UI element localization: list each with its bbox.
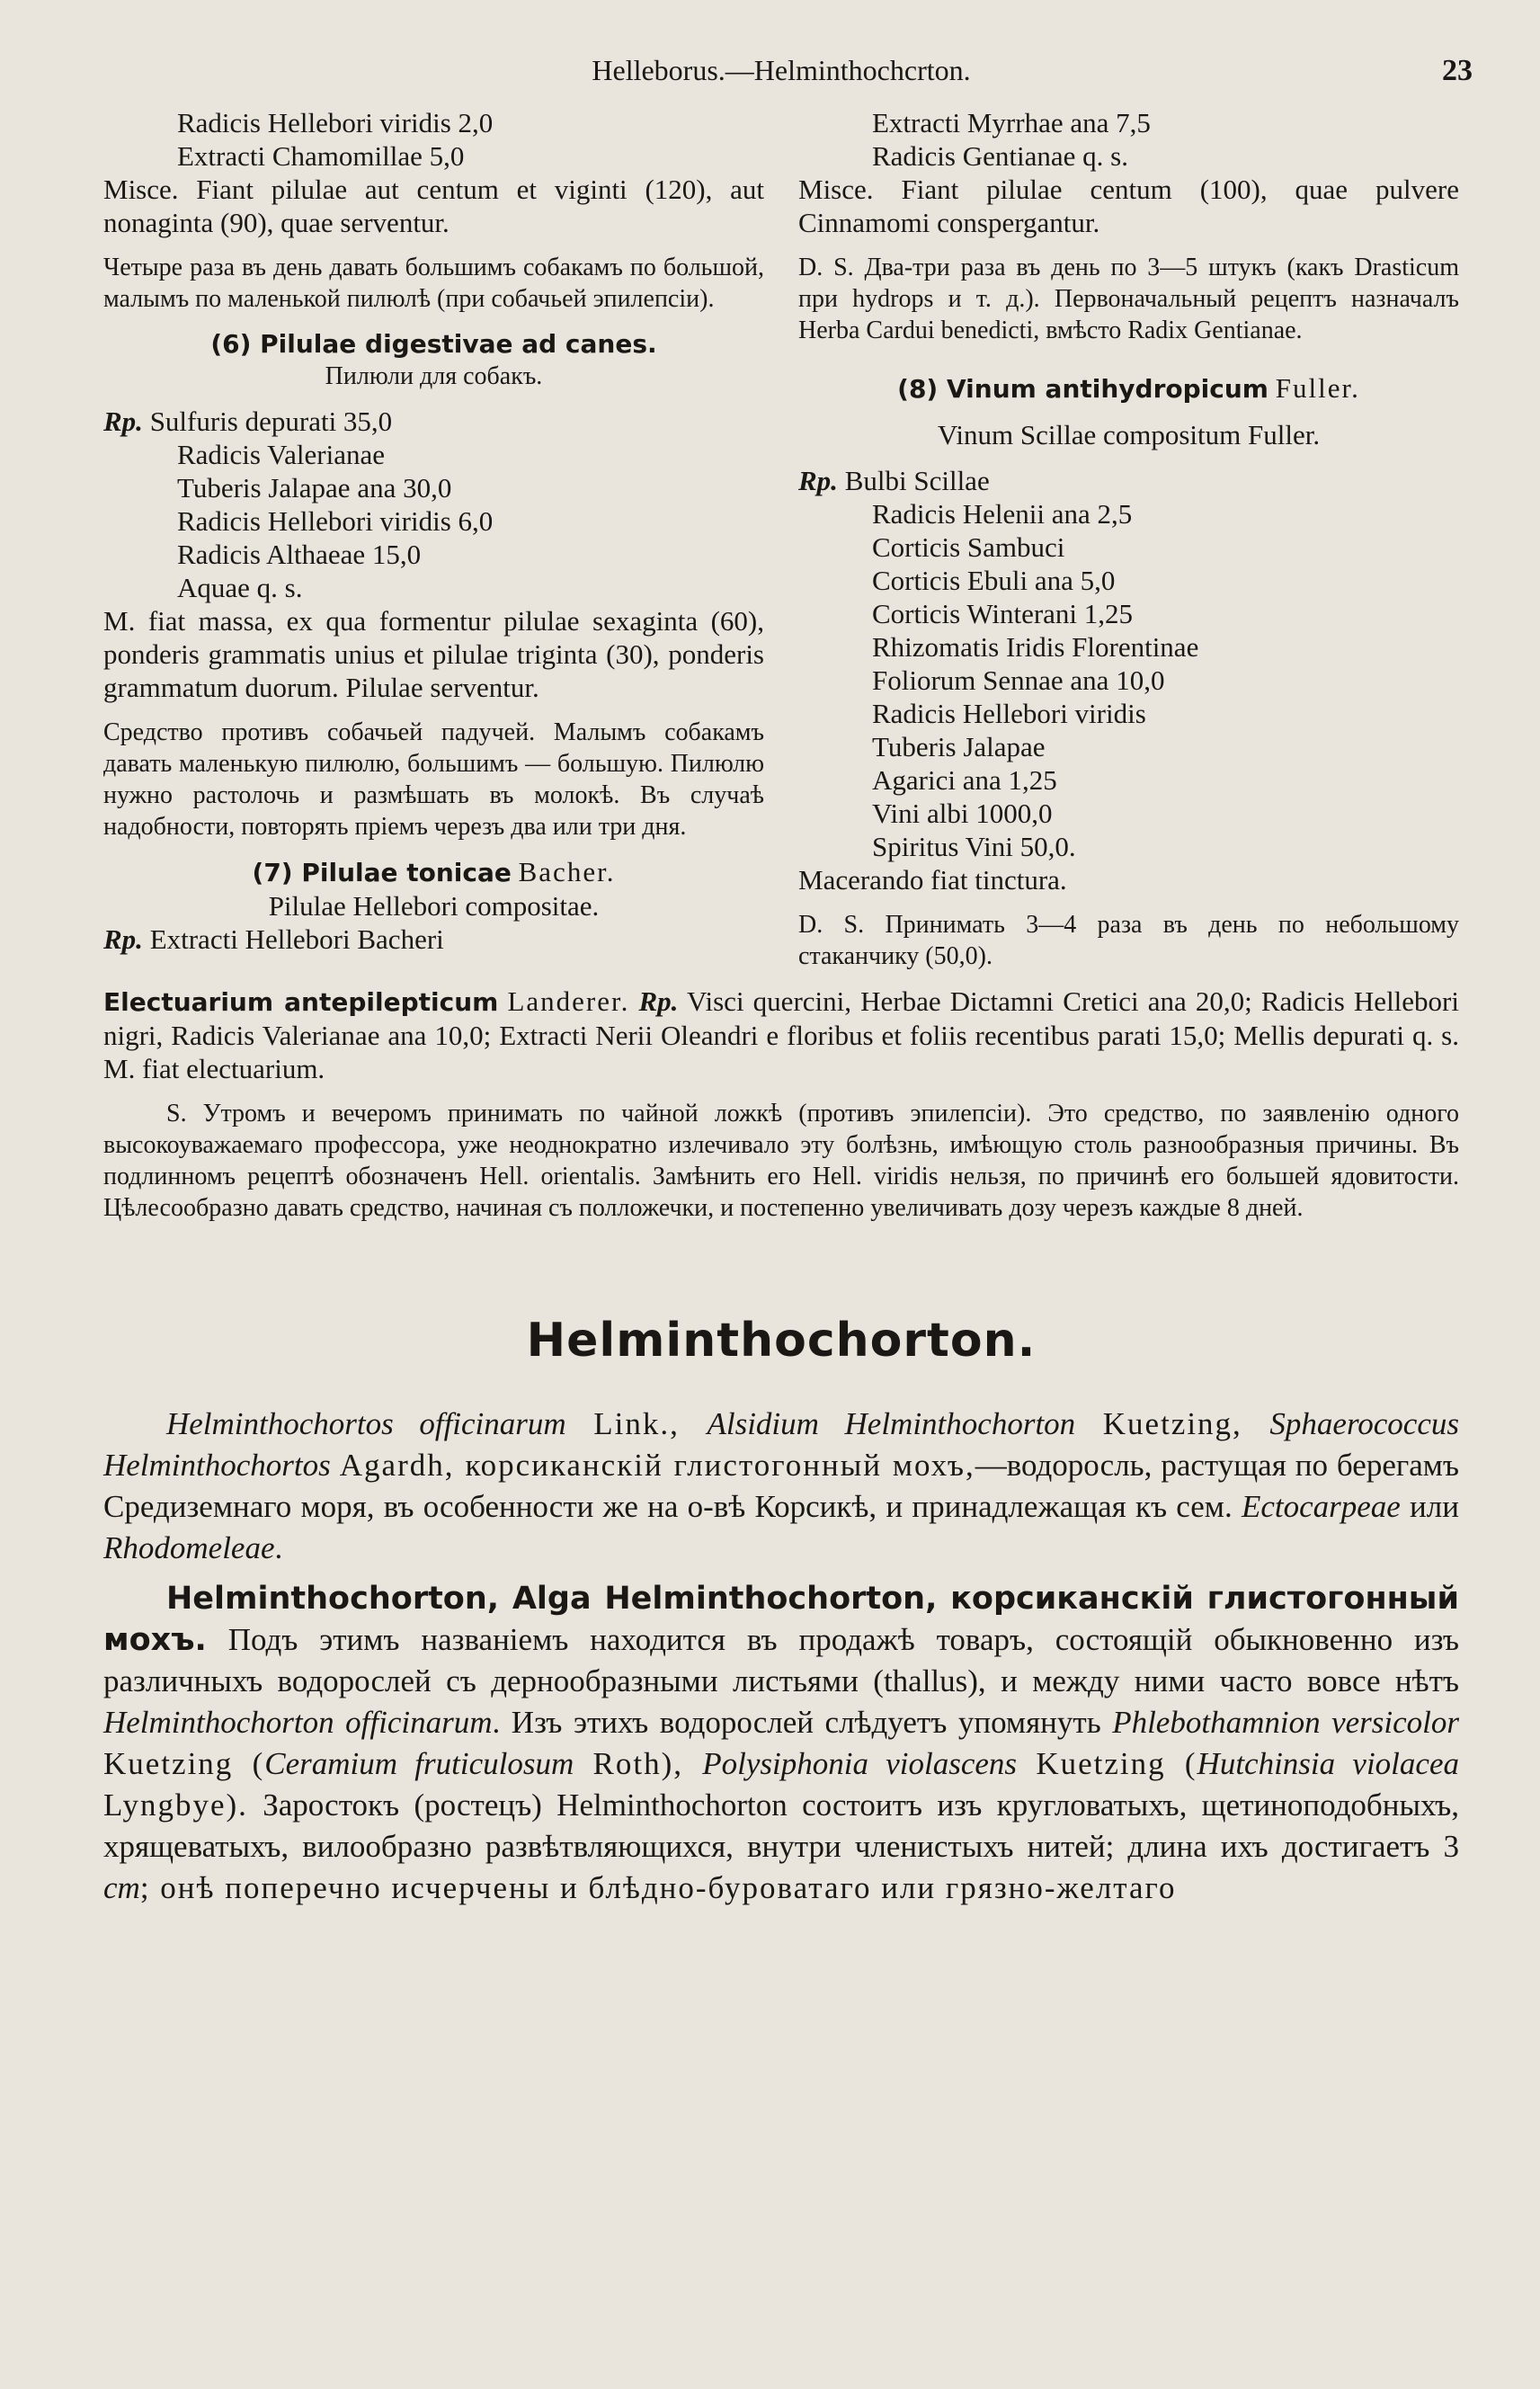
electuarium-recipe: Electuarium antepilepticum Landerer. Rp. Visci quercini, Herbae Dictamni Cretici ana 20,0; Radicis Hellebori nigri, Radicis Valerianae ana 10,0; Extracti Nerii Oleandri e floribus et foliis recentibus parati 15,0; Mellis depurati q. s. M. fiat electuarium. — [103, 985, 1459, 1084]
text-run: Sphaerococcus Helminthochortos — [103, 1406, 1459, 1483]
text-run: Roth), — [574, 1746, 703, 1781]
rx-line: Tuberis Jalapae ana 30,0 — [177, 472, 452, 504]
section-heading: Helminthochorton. — [526, 1314, 1037, 1368]
recipe-subheading-8: Vinum Scillae compositum Fuller. — [937, 419, 1321, 450]
section-paragraph-2 — [103, 1578, 1459, 1909]
rx-line: Radicis Hellebori viridis 6,0 — [177, 505, 494, 537]
rx-line: Extracti Myrrhae ana 7,5 — [872, 107, 1151, 138]
text-run: Alsidium Helminthochorton — [707, 1406, 1076, 1441]
signatura-text: Средство противъ собачьей падучей. Малымъ собакамъ давать маленькую пилюлю, большимъ — большую. Пилюлю нужно растолочь и размѣшать въ молокѣ. Въ случаѣ надобности, повторять пріемъ черезъ два или три дня. — [103, 718, 764, 841]
text-run: ; онѣ поперечно исчерчены и блѣдно-буроватаго или грязно-желтаго — [139, 1870, 1177, 1905]
rx-line: Radicis Gentianae q. s. — [872, 140, 1128, 172]
electuarium-note: S. Утромъ и вечеромъ принимать по чайной ложкѣ (противъ эпилепсіи). Это средство, по заявленію одного высокоуважаемаго профессора, уже неоднократно излечивало эту болѣзнь, имѣющую столь разнообразныя причины. Въ подлинномъ рецептѣ обозначенъ Hell. orientalis. Замѣнить его Hell. viridis нельзя, по причинѣ его большей ядовитости. Цѣлесообразно давать средство, начиная съ полложечки, и постепенно увеличивать дозу черезъ каждые 8 дней. — [103, 1100, 1459, 1222]
rx-line: Radicis Valerianae — [177, 439, 385, 470]
electuarium-title: Electuarium antepilepticum — [103, 987, 499, 1017]
rx-line: Corticis Winterani 1,25 — [872, 598, 1134, 629]
text-run: Polysiphonia violascens — [702, 1746, 1018, 1781]
left-column — [103, 106, 764, 972]
rx-line: Radicis Hellebori viridis 2,0 — [177, 107, 494, 138]
text-run: Helminthochorton officinarum — [103, 1705, 493, 1740]
rx-first-line: Rp. Bulbi Scillae — [798, 465, 990, 496]
misce-text: M. fiat massa, ex qua formentur pilulae sexaginta (60), ponderis grammatis unius et pilulae triginta (30), ponderis grammatum duorum. Pilulae serventur. — [103, 605, 764, 703]
rx-line: Corticis Sambuci — [872, 531, 1065, 563]
rx-line: Spiritus Vini 50,0. — [872, 831, 1076, 862]
text-run: Ectocarpeae — [1241, 1489, 1401, 1524]
rx-line: Foliorum Sennae ana 10,0 — [872, 664, 1165, 696]
running-title: Helleborus.—Helminthochcrton. — [592, 54, 971, 86]
signatura-text: D. S. Два-три раза въ день по 3—5 штукъ (какъ Drasticum при hydrops и т. д.). Первоначальный рецептъ назначалъ Herba Cardui benedicti, вмѣсто Radix Gentianae. — [798, 254, 1459, 344]
rx-first-line: Rp. Sulfuris depurati 35,0 — [103, 406, 393, 437]
text-run: . — [274, 1530, 283, 1565]
signatura-text: Четыре раза въ день давать большимъ собакамъ по большой, малымъ по маленькой пилюлѣ (при собачьей эпилепсіи). — [103, 254, 764, 313]
rx-line: Radicis Helenii ana 2,5 — [872, 498, 1133, 530]
rx-line: Tuberis Jalapae — [872, 731, 1046, 762]
macerando-text: Macerando fiat tinctura. — [798, 864, 1067, 896]
two-column-body — [103, 106, 1459, 972]
section-paragraph-1 — [103, 1404, 1459, 1569]
misce-text: Misce. Fiant pilulae aut centum et viginti (120), aut nonaginta (90), quae serventur. — [103, 174, 764, 238]
rx-line: Vini albi 1000,0 — [872, 798, 1053, 829]
text-run: Заростокъ (ростецъ) Helminthochorton состоитъ изъ кругловатыхъ, щетиноподобныхъ, хрящеватыхъ, вилообразно развѣтвляющихся, внутри членистыхъ нитей; длина ихъ достигаетъ 3 — [103, 1787, 1459, 1864]
text-run: Hutchinsia violacea — [1197, 1746, 1459, 1781]
text-run: Ceramium fruticulosum — [264, 1746, 574, 1781]
text-run: Kuetzing ( — [103, 1746, 265, 1781]
recipe-subheading-6: Пилюли для собакъ. — [325, 362, 543, 390]
recipe-heading-7: (7) Pilulae tonicae Bacher. — [252, 856, 616, 887]
running-head — [103, 54, 1473, 99]
recipe-heading-8: (8) Vinum antihydropicum Fuller. — [897, 372, 1360, 404]
text-run: Kuetzing, — [1075, 1406, 1270, 1441]
electuarium-block — [103, 985, 1459, 1224]
rx-first-line: Rp. Extracti Hellebori Bacheri — [103, 923, 444, 955]
rx-line: Corticis Ebuli ana 5,0 — [872, 565, 1116, 596]
text-run: или — [1400, 1489, 1459, 1524]
text-run: cm — [103, 1870, 140, 1905]
text-run: Lyngbye). — [103, 1787, 248, 1823]
right-column — [798, 106, 1459, 972]
section-body — [103, 1404, 1459, 1909]
rp-mark: Rp. — [798, 465, 838, 496]
rx-line: Aquae q. s. — [177, 572, 303, 603]
text-run: Phlebothamnion versicolor — [1112, 1705, 1460, 1740]
text-run: Подъ этимъ названіемъ находится въ продажѣ товаръ, состоящій обыкновенно изъ различныхъ водорослей съ дернообразными листьями (thallus), и между ними часто вовсе нѣтъ — [103, 1622, 1459, 1698]
text-run: Rhodomeleae — [103, 1530, 275, 1565]
misce-text: Misce. Fiant pilulae centum (100), quae pulvere Cinnamomi conspergantur. — [798, 174, 1459, 238]
rx-line: Rhizomatis Iridis Florentinae — [872, 631, 1199, 663]
text-run: Helminthochorton, Alga Helminthochorton, корсиканскій глистогонный мохъ. — [103, 1581, 1459, 1658]
rx-line: Extracti Chamomillae 5,0 — [177, 140, 465, 172]
text-run: —водоросль, растущая по берегамъ Средиземнаго моря, въ особенности же на о-вѣ Корсикѣ, и принадлежащая къ сем. — [103, 1448, 1459, 1524]
text-run: Link., — [565, 1406, 708, 1441]
rx-line: Agarici ana 1,25 — [872, 764, 1057, 796]
rp-mark: Rp. — [103, 923, 143, 955]
page-number: 23 — [1442, 54, 1473, 87]
rx-line: Radicis Althaeae 15,0 — [177, 539, 422, 570]
text-run: Kuetzing ( — [1017, 1746, 1197, 1781]
rp-mark: Rp. — [103, 406, 143, 437]
signatura-text: D. S. Принимать 3—4 раза въ день по небольшому стаканчику (50,0). — [798, 911, 1459, 970]
text-run: Helminthochortos officinarum — [166, 1406, 566, 1441]
recipe-subheading-7: Pilulae Hellebori compositae. — [268, 890, 600, 922]
text-run: Agardh, корсиканскій глистогонный мохъ, — [330, 1448, 975, 1483]
rx-line: Radicis Hellebori viridis — [872, 698, 1146, 729]
recipe-heading-6: (6) Pilulae digestivae ad canes. — [210, 329, 657, 359]
text-run: . Изъ этихъ водорослей слѣдуетъ упомянуть — [492, 1705, 1113, 1740]
